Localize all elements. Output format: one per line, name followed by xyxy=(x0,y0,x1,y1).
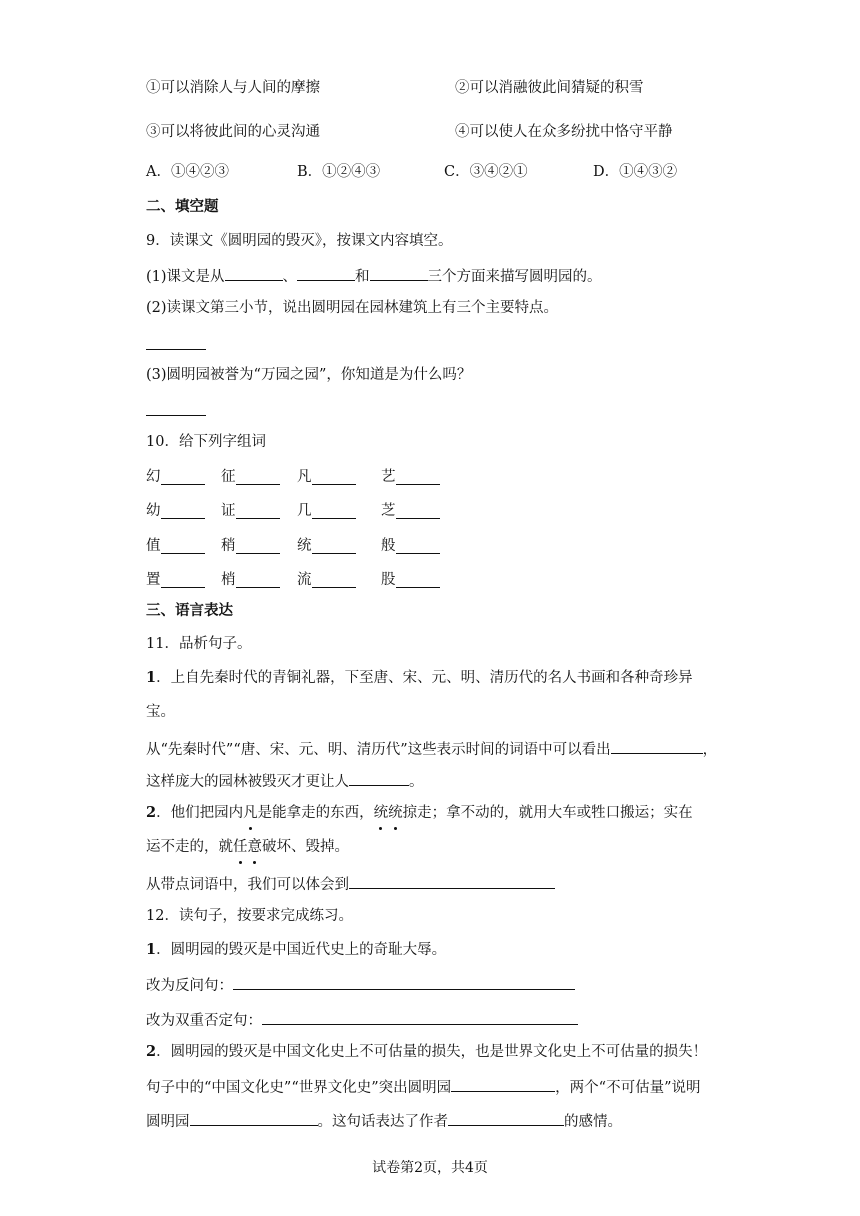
q9-stem: 9．读课文《圆明园的毁灭》，按课文内容填空。 xyxy=(146,233,453,249)
q12-blank-2[interactable] xyxy=(190,1110,318,1126)
q12-sentence-1: 1．圆明园的毁灭是中国近代史上的奇耻大辱。 xyxy=(146,941,447,958)
q9-part3: (3)圆明园被誉为“万园之园”，你知道是为什么吗？ xyxy=(146,367,472,383)
q10-blank[interactable] xyxy=(161,469,205,485)
q10-blank[interactable] xyxy=(236,503,280,519)
section-title-language-expression: 三、语言表达 xyxy=(146,602,233,619)
q10-blank[interactable] xyxy=(236,469,280,485)
q9-part1: (1)课文是从 、 和 三个方面来描写圆明园的。 xyxy=(146,265,602,287)
q9-part2: (2)读课文第三小节，说出圆明园在园林建筑上有三个主要特点。 xyxy=(146,300,559,316)
q10-blank[interactable] xyxy=(312,572,356,588)
q11-question-1: 从“先秦时代”“唐、宋、元、明、清历代”这些表示时间的词语中可以看出 ， xyxy=(146,738,717,760)
dotted-char: 意 xyxy=(247,839,262,855)
q8-option-2: ②可以消融彼此间猜疑的积雪 xyxy=(455,80,644,96)
q10-blank[interactable] xyxy=(396,572,440,588)
q11-stem: 11．品析句子。 xyxy=(146,636,252,652)
q8-choice-a: A．①④②③ xyxy=(146,164,229,180)
q9-answer-line-3[interactable] xyxy=(146,415,206,416)
q8-option-1: ①可以消除人与人间的摩擦 xyxy=(146,80,320,96)
q10-blank[interactable] xyxy=(161,572,205,588)
q12-rhetorical-question: 改为反问句： xyxy=(146,974,575,996)
q12-sentence-2-question-line-2: 圆明园 。这句话表达了作者 的感情。 xyxy=(146,1110,622,1132)
q11-sentence-1-line-2: 宝。 xyxy=(146,704,175,720)
q10-blank[interactable] xyxy=(396,469,440,485)
q10-blank[interactable] xyxy=(312,538,356,554)
q9-blank-1[interactable] xyxy=(225,265,283,281)
q11-sentence-1-line-1: 1．上自先秦时代的青铜礼器，下至唐、宋、元、明、清历代的名人书画和各种奇珍异 xyxy=(146,669,693,686)
q10-blank[interactable] xyxy=(161,538,205,554)
q12-double-negative: 改为双重否定句： xyxy=(146,1009,578,1031)
q8-option-3: ③可以将彼此间的心灵沟通 xyxy=(146,124,320,140)
dotted-char: 统 xyxy=(373,805,389,821)
q11-blank-1[interactable] xyxy=(611,738,703,754)
q12-sentence-2: 2．圆明园的毁灭是中国文化史上不可估量的损失，也是世界文化史上不可估量的损失！ xyxy=(146,1043,708,1060)
q12-blank-rhetorical[interactable] xyxy=(233,974,575,990)
q12-sentence-2-question-line-1: 句子中的“中国文化史”“世界文化史”突出圆明园 ，两个“不可估量”说明 xyxy=(146,1076,700,1098)
q8-option-4: ④可以使人在众多纷扰中恪守平静 xyxy=(455,124,673,140)
dotted-char: 凡 xyxy=(243,805,258,821)
q10-blank[interactable] xyxy=(396,538,440,554)
q12-blank-1[interactable] xyxy=(451,1076,555,1092)
q10-blank[interactable] xyxy=(312,469,356,485)
q8-choice-b: B．①②④③ xyxy=(297,164,381,180)
section-title-fill-in: 二、填空题 xyxy=(146,198,219,215)
q11-question-1b: 这样庞大的园林被毁灭才更让人 。 xyxy=(146,770,424,792)
q11-blank-2[interactable] xyxy=(349,770,409,786)
q12-blank-double-negative[interactable] xyxy=(262,1009,578,1025)
q12-stem: 12．读句子，按要求完成练习。 xyxy=(146,908,353,924)
q8-choice-c: C．③④②① xyxy=(444,164,528,180)
q10-blank[interactable] xyxy=(396,503,440,519)
q9-blank-2[interactable] xyxy=(297,265,355,281)
q9-blank-3[interactable] xyxy=(370,265,428,281)
q10-blank[interactable] xyxy=(236,572,280,588)
dotted-char: 任 xyxy=(233,839,248,855)
page-footer: 试卷第2页，共4页 xyxy=(372,1160,488,1176)
q11-question-2: 从带点词语中，我们可以体会到 xyxy=(146,873,555,895)
q11-blank-3[interactable] xyxy=(349,873,555,889)
q11-sentence-2-line-2: 运不走的，就任意破坏、毁掉。 xyxy=(146,839,349,855)
q12-blank-3[interactable] xyxy=(448,1110,564,1126)
dotted-char: 统 xyxy=(388,805,403,821)
q10-stem: 10．给下列字组词 xyxy=(146,434,266,450)
q8-choice-d: D．①④③② xyxy=(593,164,678,180)
q9-answer-line-2[interactable] xyxy=(146,349,206,350)
q10-blank[interactable] xyxy=(236,538,280,554)
q10-blank[interactable] xyxy=(161,503,205,519)
q11-sentence-2-line-1: 2．他们把园内凡是能拿走的东西，统统掠走；拿不动的，就用大车或牲口搬运；实在 xyxy=(146,804,693,821)
q10-blank[interactable] xyxy=(312,503,356,519)
